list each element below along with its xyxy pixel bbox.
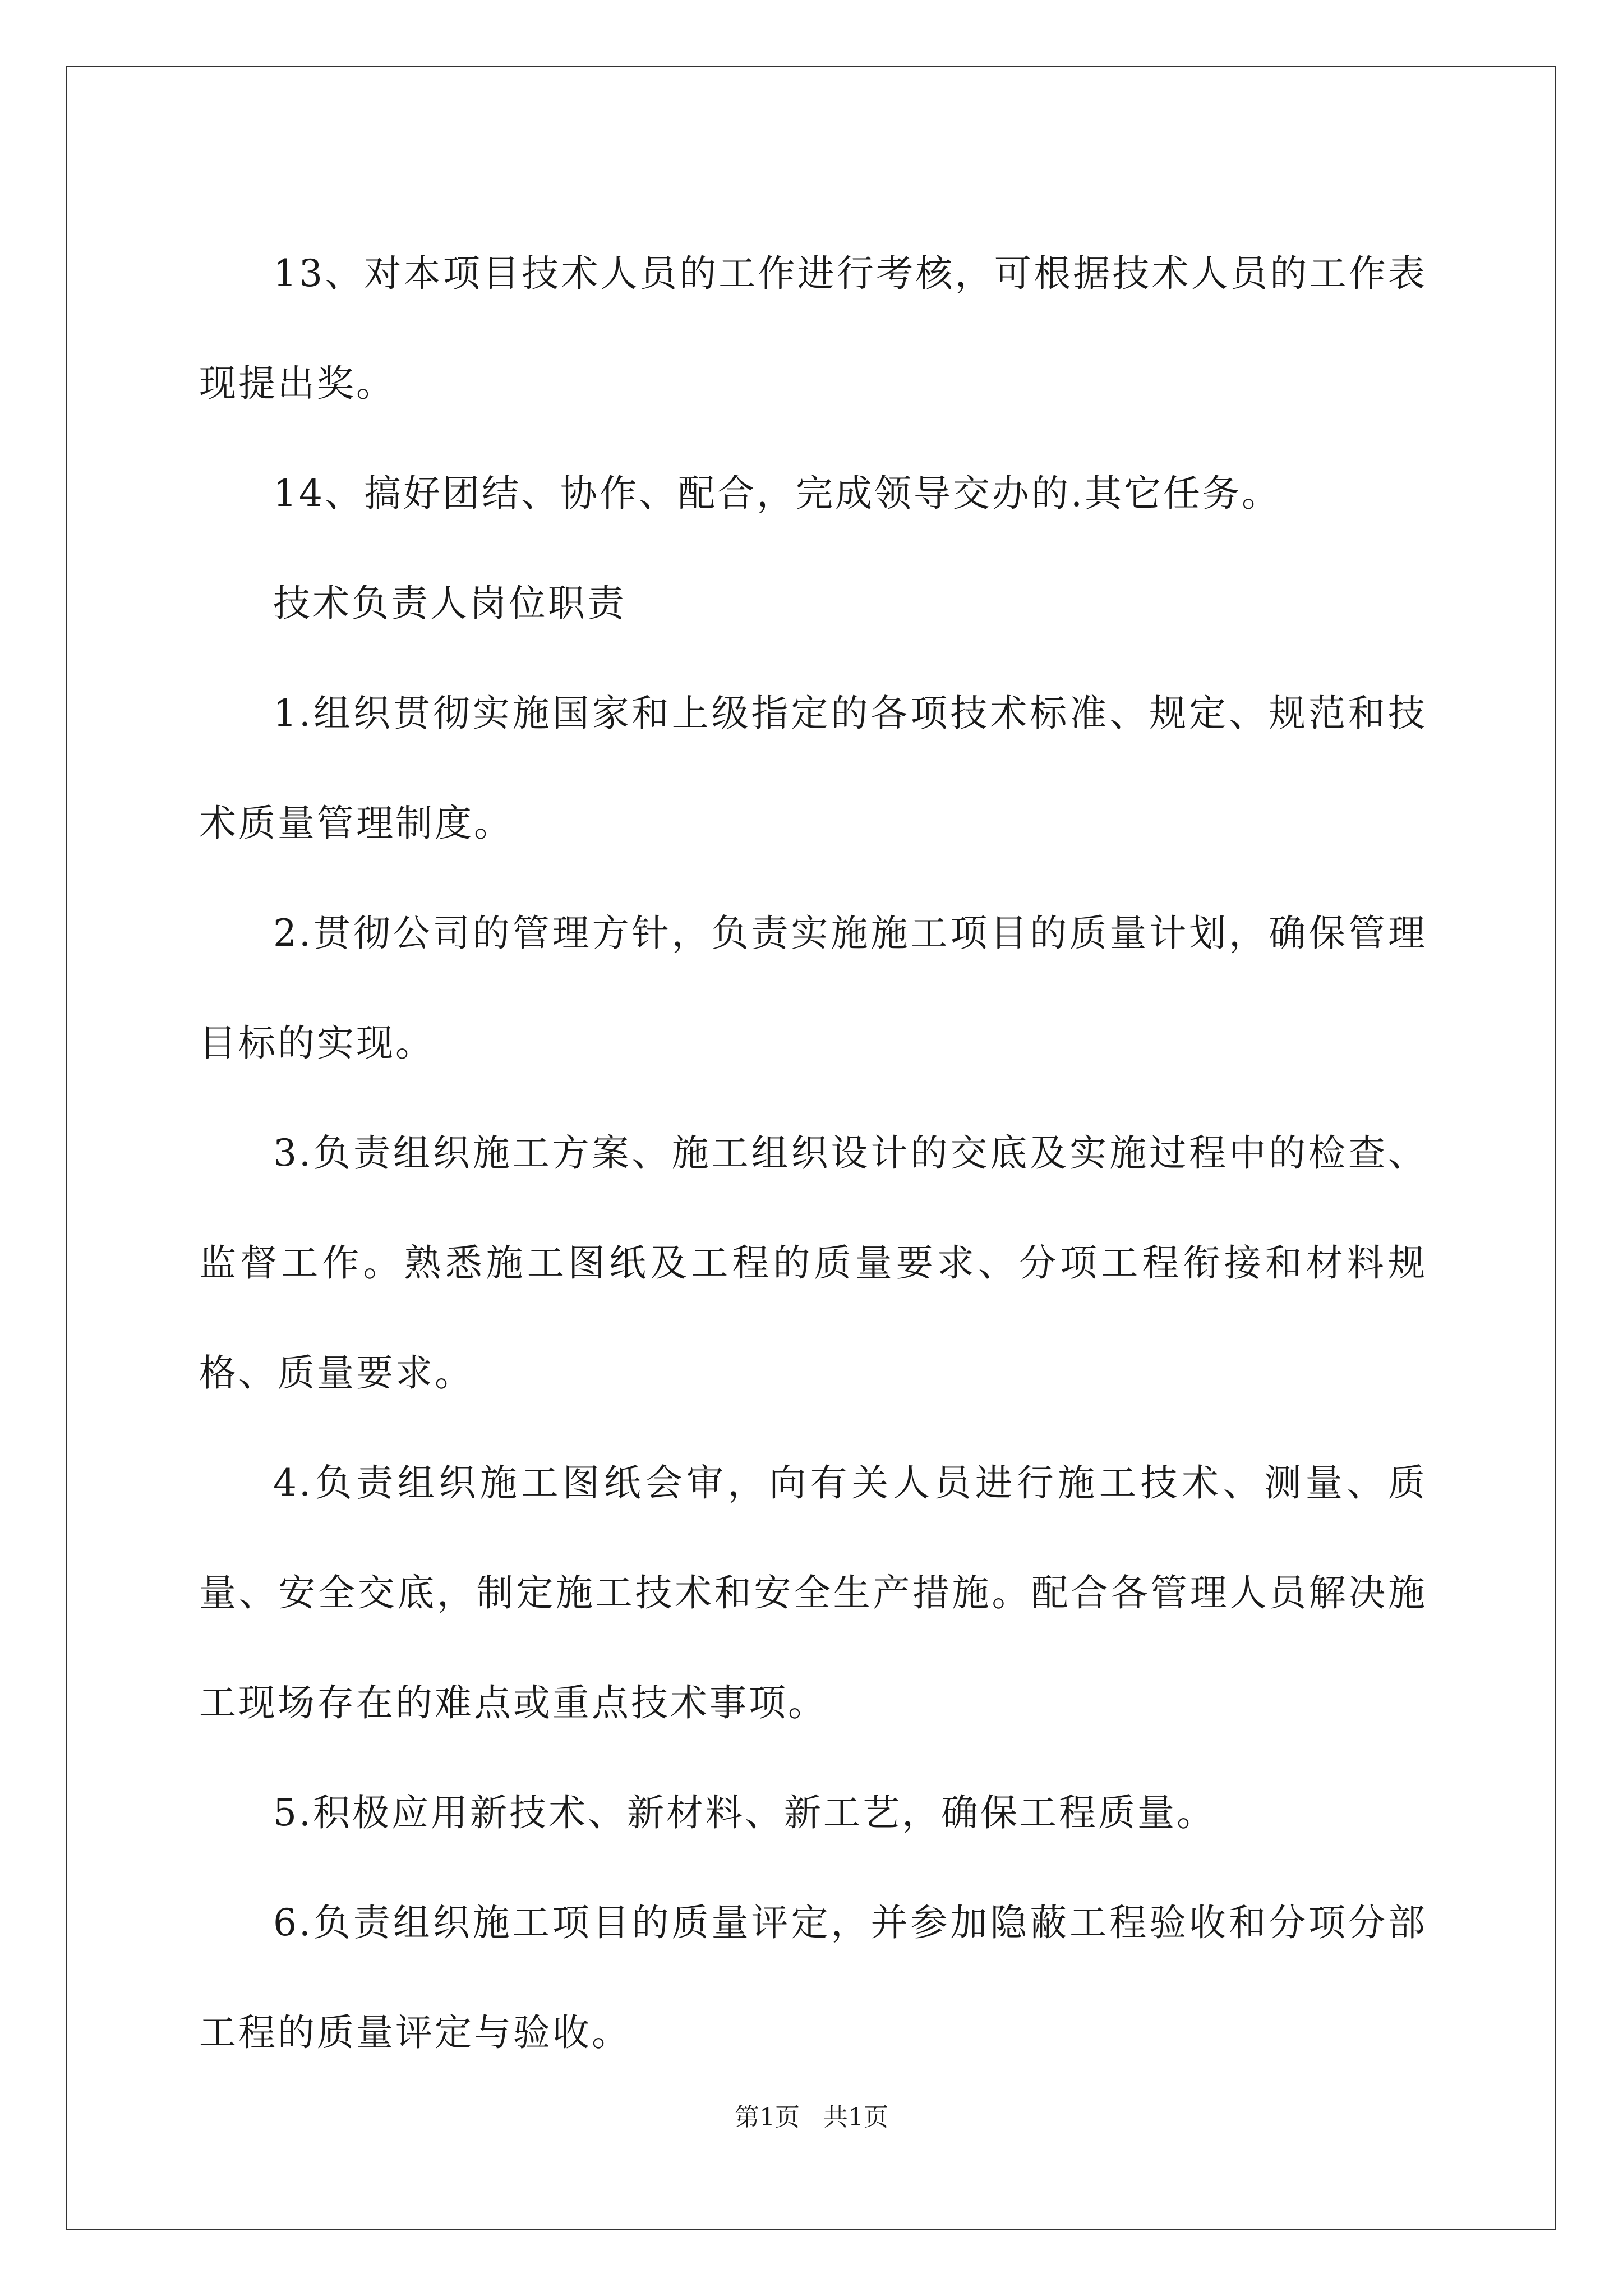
paragraph-5: 5.积极应用新技术、新材料、新工艺，确保工程质量。 bbox=[273, 1791, 1216, 1834]
document-body bbox=[199, 219, 1427, 2088]
section-heading: 技术负责人岗位职责 bbox=[273, 582, 626, 625]
page-total: 共1页 bbox=[823, 2103, 888, 2132]
paragraph-4: 4.负责组织施工图纸会审，向有关人员进行施工技术、测量、质量、安全交底，制定施工技术和安全生产措施。配合各管理人员解决施工现场存在的难点或重点技术事项。 bbox=[199, 1461, 1427, 1724]
paragraph-2: 2.贯彻公司的管理方针，负责实施施工项目的质量计划，确保管理目标的实现。 bbox=[199, 912, 1427, 1065]
page-number: 第1页 bbox=[735, 2103, 800, 2132]
paragraph-13: 13、对本项目技术人员的工作进行考核，可根据技术人员的工作表现提出奖。 bbox=[199, 252, 1427, 405]
paragraph-6: 6.负责组织施工项目的质量评定，并参加隐蔽工程验收和分项分部工程的质量评定与验收。 bbox=[199, 1901, 1427, 2054]
paragraph-3: 3.负责组织施工方案、施工组织设计的交底及实施过程中的检查、监督工作。熟悉施工图纸及工程的质量要求、分项工程衔接和材料规格、质量要求。 bbox=[199, 1131, 1427, 1395]
footer-spacer bbox=[800, 2103, 823, 2132]
paragraph-14: 14、搞好团结、协作、配合，完成领导交办的.其它任务。 bbox=[273, 472, 1281, 515]
paragraph-1: 1.组织贯彻实施国家和上级指定的各项技术标准、规定、规范和技术质量管理制度。 bbox=[199, 692, 1427, 845]
page-footer bbox=[0, 2101, 1623, 2134]
